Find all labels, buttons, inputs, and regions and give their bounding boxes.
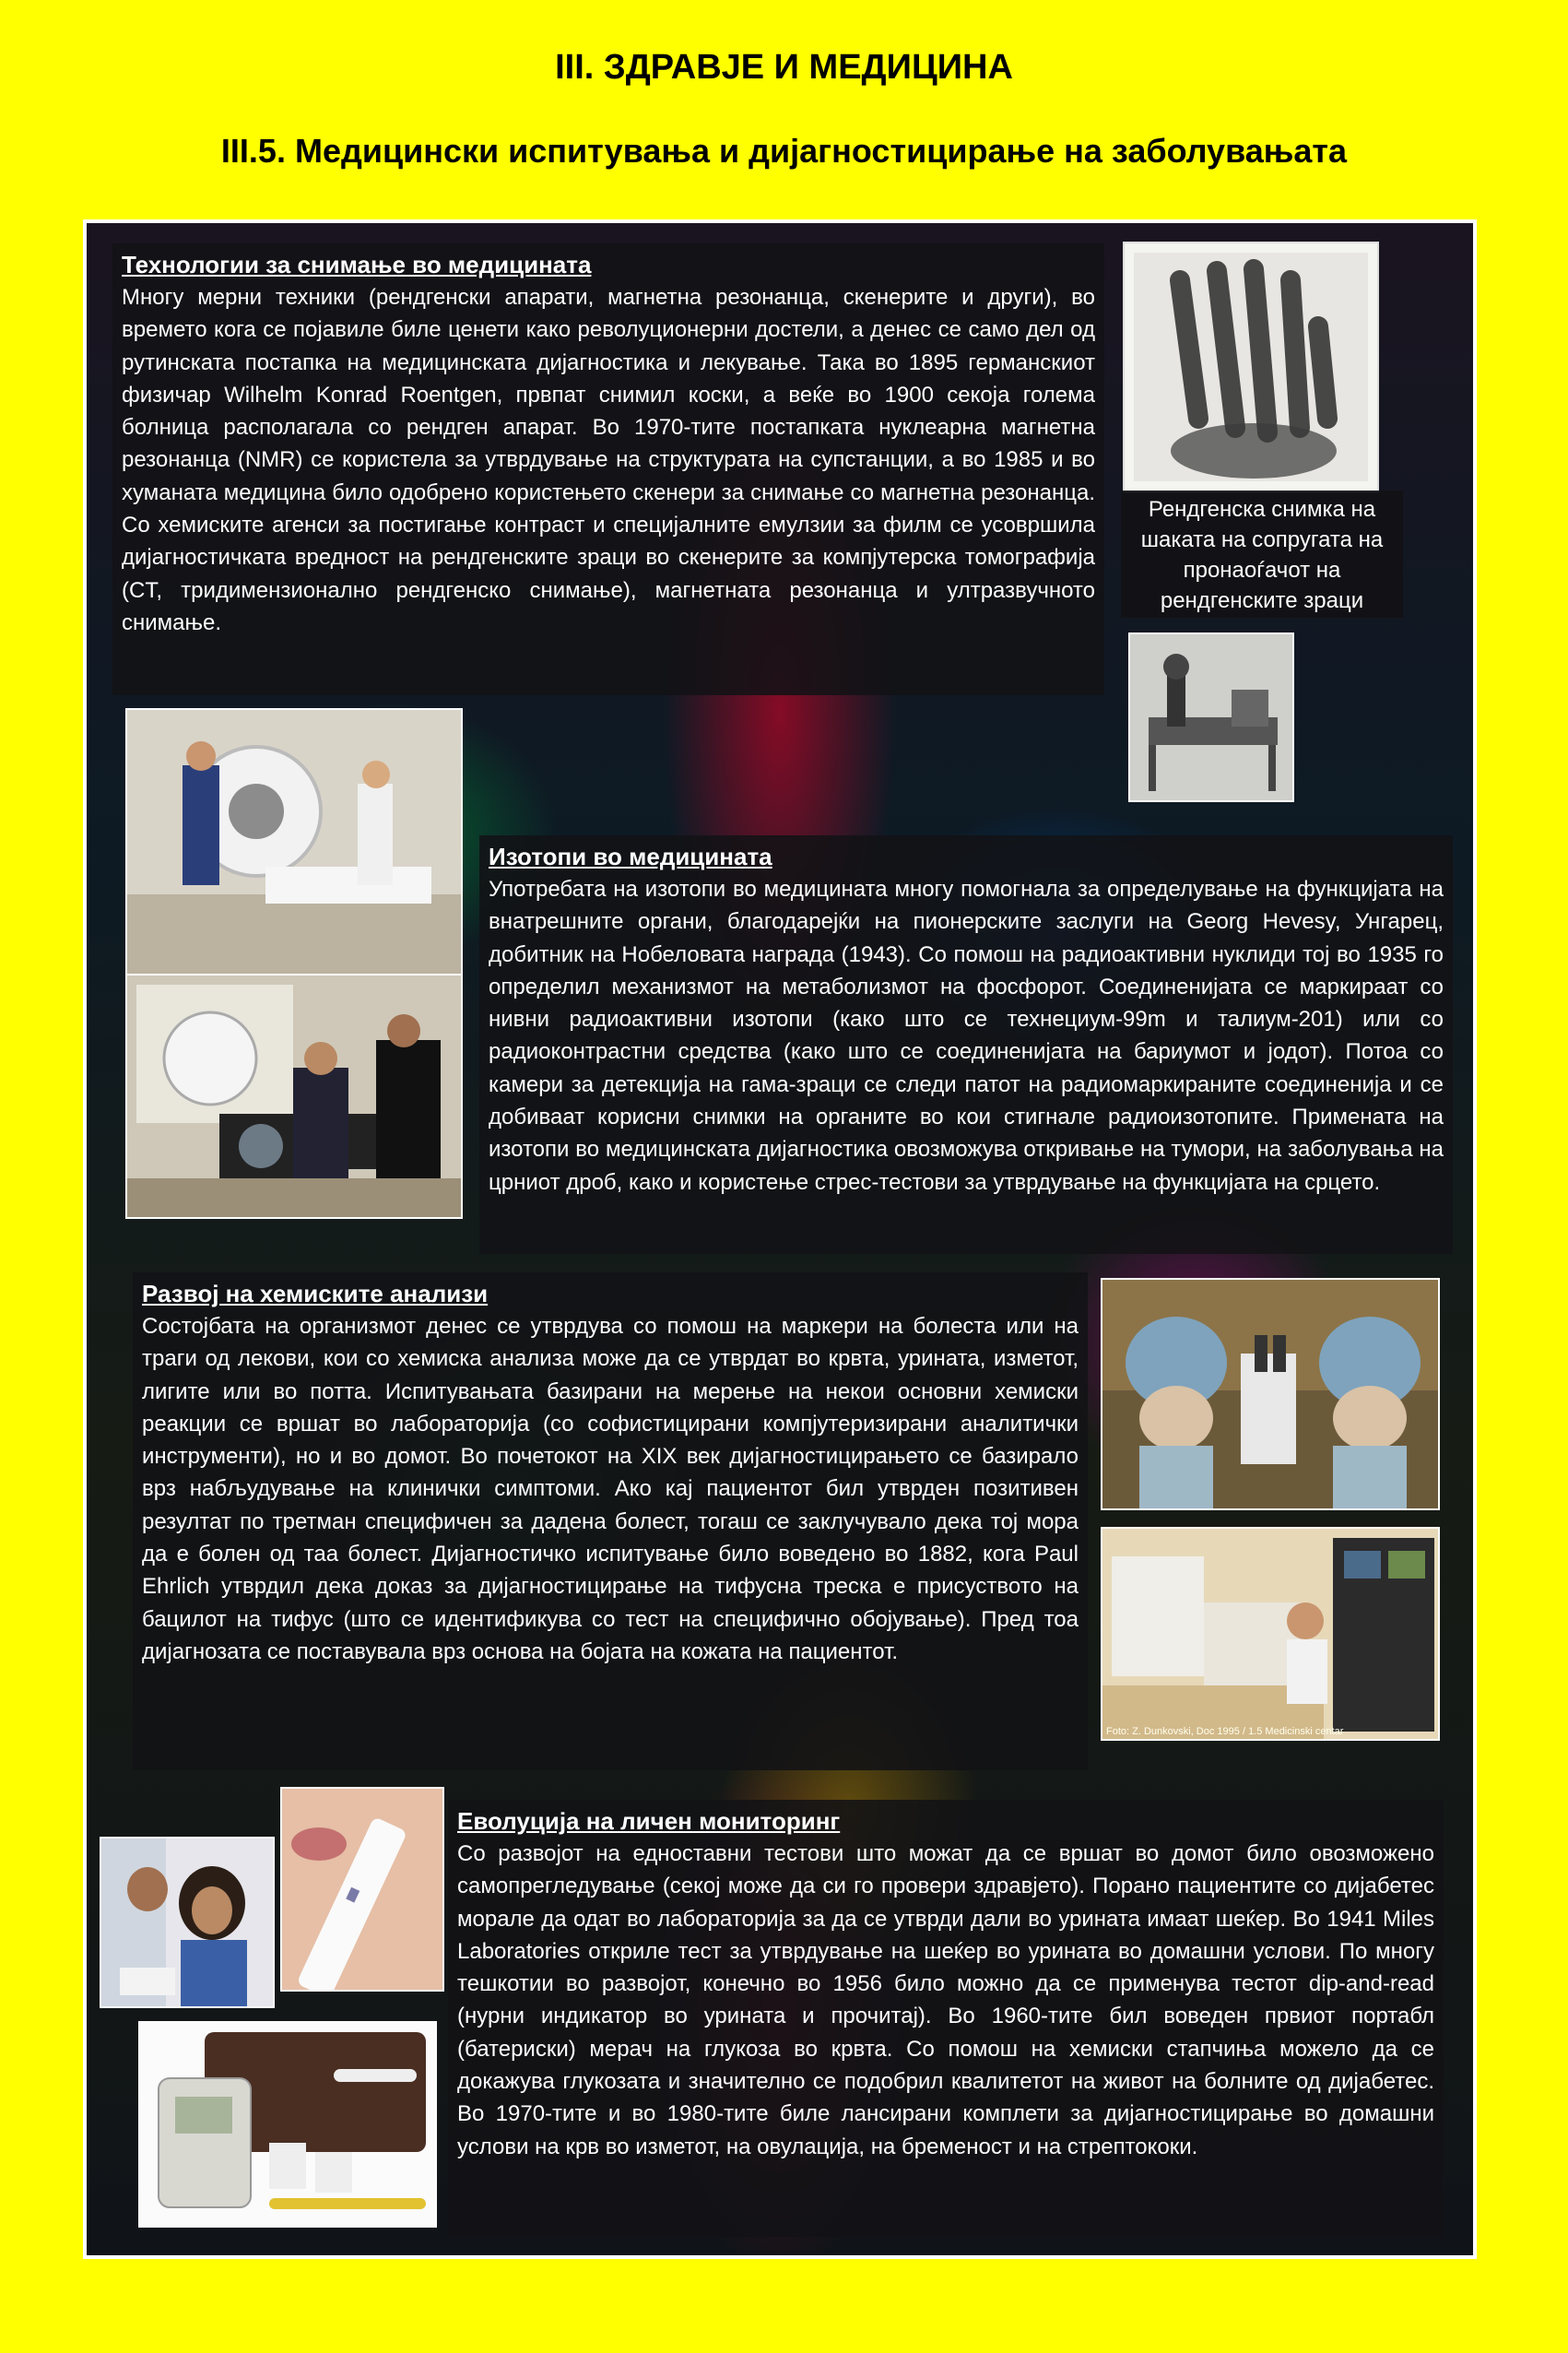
test-strip-photo xyxy=(280,1787,444,1992)
section-isotopes-heading: Изотопи во медицината xyxy=(489,843,772,870)
section-personal-monitoring-body: Со развојот на едноставни тестови што можат да се вршат во домот било овозможено самопрегледување (секој може да си го провери здравјето). Порано пациентите со дијабетес морале да одат во лабораторија за да се утврди дали во урината имаат шеќер. Во 1941 Miles Laboratories открилe тест за утврдување на шеќер во урината во домашни услови. По многу тешкотии во развојот, конечно во 1956 било можно да се применува тестот dip-and-read (нурни индикатор во урината и прочитај). Во 1960-тите бил воведен првиот портабл (батериски) мерач на глукоза во крвта. Со помош на хемиски стапчиња можело да се докажува глукозата и значително се подобрил квалитетот на живот на болните од дијабетес. Во 1970-тите и во 1980-тите биле лансирани комплети за дијагностицирање во домашни услови на крв во изметот, на овулација, на бременост и на стрептококи. xyxy=(457,1841,1434,2159)
lab-microscope-photo xyxy=(1101,1278,1440,1510)
section-imaging-heading: Технологии за снимање во медицината xyxy=(122,251,592,278)
page-title: III. ЗДРАВЈЕ И МЕДИЦИНА xyxy=(555,48,1013,87)
section-chemical-analysis xyxy=(133,1272,1088,1770)
xray-caption: Рендгенска снимка на шаката на сопругата на пронаоѓачот на рендгенските зраци xyxy=(1121,491,1403,618)
section-chemical-analysis-body: Состојбата на организмот денес се утврдува со помош на маркери на болеста или на траги од лекови, кои со хемиска анализа може да се утврдат во крвта, урината, изметот, лигите или во потта. Испитувањата базирани на мерење на некои основни хемиски реакции се вршат во лабораторија (со софистицирани компјутеризирани аналитички инструменти), но и во домот. Во почетокот на XIX век дијагностицирањето се базирало врз набљудување на клинички симптоми. Ако кај пациентот бил утврден позитивен резултат по третман специфичен за дадена болест, тогаш се заклучувало дека тој мора да е болен од таа болест. Дијагностичко испитување било воведено во 1882, кога Paul Ehrlich утврдил дека доказ за дијагностицирање на тифусна треска е присуството на бацилот на тифус (што се идентификува со тест на специфично обојување). Пред тоа дијагнозата се поставувала врз основа на бојата на кожата на пациентот. xyxy=(142,1314,1079,1664)
glucose-meter-kit-photo xyxy=(138,2021,437,2228)
section-imaging xyxy=(112,243,1104,695)
section-isotopes-body: Употребата на изотопи во медицината многу помогнала за определување на функцијата на внатрешните органи, благодарејќи на пионерските заслуги на Georg Hevesy, Унгарец, добитник на Нобеловата награда (1943). Со помош на радиоактивни нуклиди тој во 1935 го определил механизмот на метаболизмот на фосфорот. Соединенијата се маркираат со нивни радиоактивни изотопи (како што се технециум-99m и талиум-201) или со радиоконтрастни средства (како што се соединенијата на бариумот и јодот). Потоа со камери за детекција на гама-зраци се следи патот на радиомаркираните соединенија и се добиваат корисни снимки на органите во кои стигнале радиоизотопите. Примената на изотопи во медицинската дијагностика овозможува откривање на тумори, на заболувања на црниот дроб, како и користење стрес-тестови за утврдување на функцијата на срцето. xyxy=(489,877,1444,1195)
section-isotopes xyxy=(479,835,1453,1254)
poster-panel xyxy=(83,219,1477,2259)
page-subtitle: III.5. Медицински испитувања и дијагностицирање на заболувањата xyxy=(220,132,1348,170)
section-personal-monitoring-heading: Еволуција на личен мониторинг xyxy=(457,1807,841,1835)
home-testing-woman-photo xyxy=(100,1837,275,2008)
ct-scanner-patient-photo xyxy=(125,708,463,979)
section-chemical-analysis-heading: Развој на хемиските анализи xyxy=(142,1280,489,1307)
xray-hand-image xyxy=(1123,242,1379,492)
photo-credit: Foto: Z. Dunkovski, Doc 1995 / 1.5 Medicinski centar xyxy=(1106,1726,1344,1737)
section-imaging-body: Многу мерни техники (рендгенски апарати, магнетна резонанца, скенерите и други), во времето кога се појавиле биле ценети како револуционерни достели, а денес се само дел од рутинската постапка на медицинската дијагностика и лекување. Така во 1895 германскиот физичар Wilhelm Konrad Roentgen, првпат снимил коски, а веќе во 1900 секоја голема болница располагала со рендген апарат. Во 1970-тите постапката нуклеарна магнетна резонанца (NMR) се користела за утврдување на структурата на супстанции, а во 1985 и во хуманата медицина било одобрено користењето скенери за снимање со магнетна резонанца. Со хемиските агенси за постигање контраст и специјалните емулзии за филм се усовршила дијагностичката вредност на рендгенските зраци во скенерите за компјутерска томографија (CT, тридимензионално рендгенско снимање), магнетната резонанца и ултразвучното снимање. xyxy=(122,285,1095,635)
lab-analyzer-photo xyxy=(1101,1527,1440,1741)
section-personal-monitoring xyxy=(448,1800,1444,2237)
historic-xray-apparatus-image xyxy=(1128,633,1294,802)
ct-control-room-photo xyxy=(125,974,463,1219)
